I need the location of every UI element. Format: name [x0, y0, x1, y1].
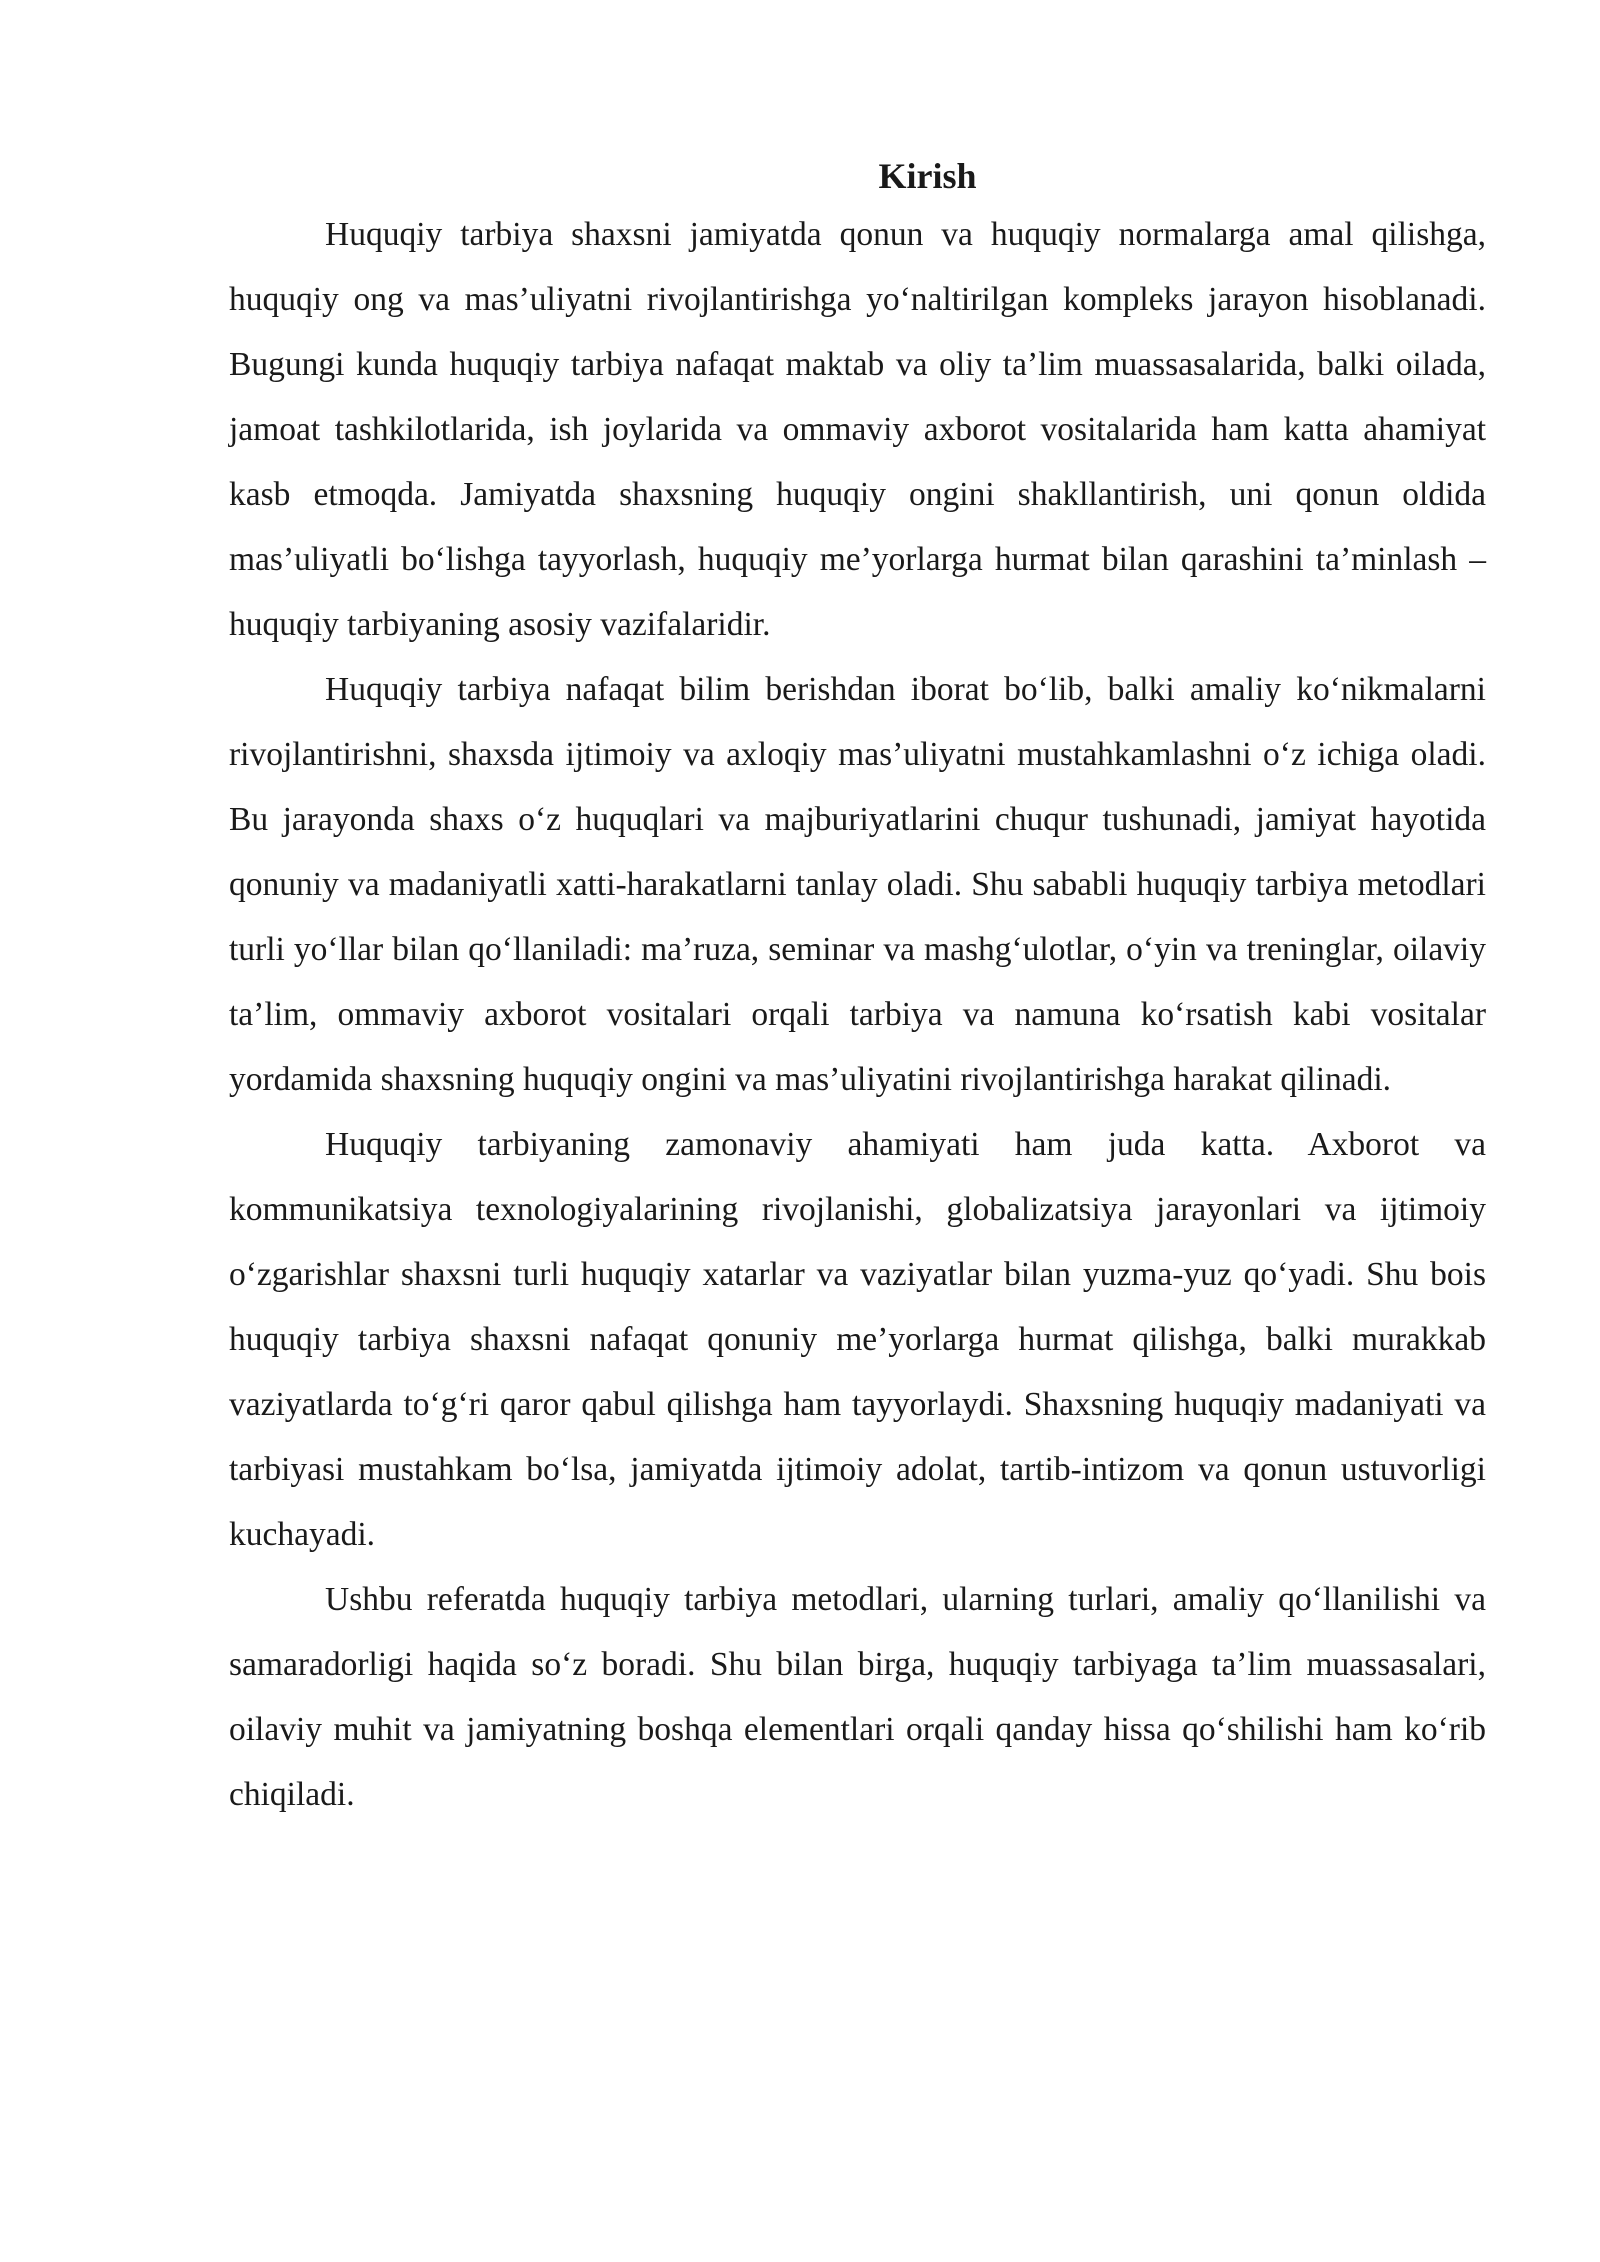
document-body: [229, 150, 1486, 1827]
paragraph-4: Ushbu referatda huquqiy tarbiya metodlari, ularning turlari, amaliy qo‘llanilishi va samaradorligi haqida so‘z boradi. Shu bilan birga, huquqiy tarbiyaga ta’lim muassasalari, oilaviy muhit va jamiyatning boshqa elementlari orqali qanday hissa qo‘shilishi ham ko‘rib chiqiladi.: [229, 1581, 1486, 1813]
paragraph-3: Huquqiy tarbiyaning zamonaviy ahamiyati ham juda katta. Axborot va kommunikatsiya texnologiyalarining rivojlanishi, globalizatsiya jarayonlari va ijtimoiy o‘zgarishlar shaxsni turli huquqiy xatarlar va vaziyatlar bilan yuzma-yuz qo‘yadi. Shu bois huquqiy tarbiya shaxsni nafaqat qonuniy me’yorlarga hurmat qilishga, balki murakkab vaziyatlarda to‘g‘ri qaror qabul qilishga ham tayyorlaydi. Shaxsning huquqiy madaniyati va tarbiyasi mustahkam bo‘lsa, jamiyatda ijtimoiy adolat, tartib-intizom va qonun ustuvorligi kuchayadi.: [229, 1126, 1486, 1553]
paragraph-2: Huquqiy tarbiya nafaqat bilim berishdan iborat bo‘lib, balki amaliy ko‘nikmalarni rivojlantirishni, shaxsda ijtimoiy va axloqiy mas’uliyatni mustahkamlashni o‘z ichiga oladi. Bu jarayonda shaxs o‘z huquqlari va majburiyatlarini chuqur tushunadi, jamiyat hayotida qonuniy va madaniyatli xatti-harakatlarni tanlay oladi. Shu sababli huquqiy tarbiya metodlari turli yo‘llar bilan qo‘llaniladi: ma’ruza, seminar va mashg‘ulotlar, o‘yin va treninglar, oilaviy ta’lim, ommaviy axborot vositalari orqali tarbiya va namuna ko‘rsatish kabi vositalar yordamida shaxsning huquqiy ongini va mas’uliyatini rivojlantirishga harakat qilinadi.: [229, 671, 1486, 1098]
paragraph-1: Huquqiy tarbiya shaxsni jamiyatda qonun va huquqiy normalarga amal qilishga, huquqiy ong va mas’uliyatni rivojlantirishga yo‘naltirilgan kompleks jarayon hisoblanadi. Bugungi kunda huquqiy tarbiya nafaqat maktab va oliy ta’lim muassasalarida, balki oilada, jamoat tashkilotlarida, ish joylarida va ommaviy axborot vositalarida ham katta ahamiyat kasb etmoqda. Jamiyatda shaxsning huquqiy ongini shakllantirish, uni qonun oldida mas’uliyatli bo‘lishga tayyorlash, huquqiy me’yorlarga hurmat bilan qarashini ta’minlash – huquqiy tarbiyaning asosiy vazifalaridir.: [229, 216, 1486, 643]
section-heading: Kirish: [878, 156, 977, 196]
